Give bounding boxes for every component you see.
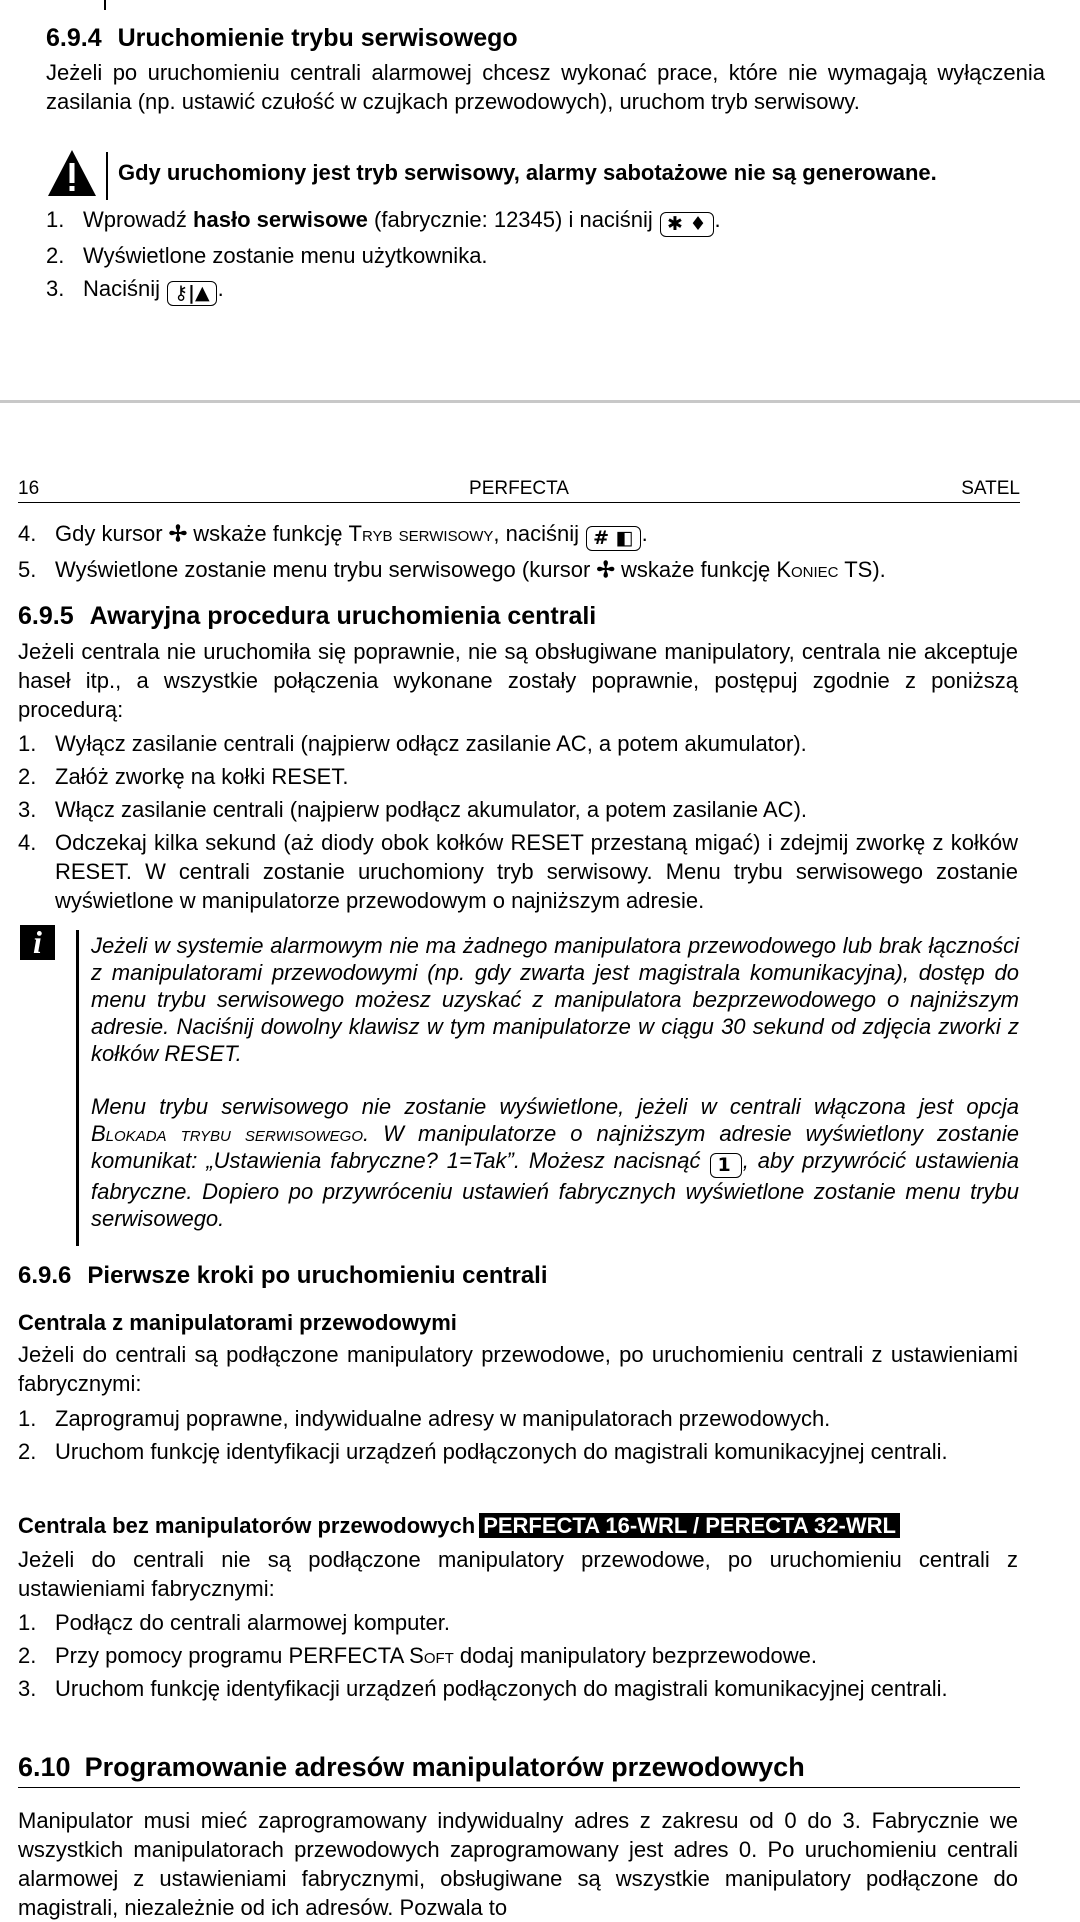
- subsection-intro: Jeżeli do centrali są podłączone manipulatory przewodowe, po uruchomieniu centrali z ustawieniami fabrycznymi:: [18, 1342, 1018, 1396]
- emergency-procedure-steps: [18, 729, 1018, 915]
- info-divider: [76, 930, 79, 1246]
- info-icon: i: [20, 925, 55, 960]
- list-item: 2. Przy pomocy programu PERFECTA Soft dodaj manipulatory bezprzewodowe.: [18, 1643, 818, 1668]
- page-separator: [0, 400, 1080, 403]
- wireless-steps: [18, 1608, 1018, 1703]
- cursor-arrow-icon: ✢: [168, 521, 188, 546]
- info-note-2: Menu trybu serwisowego nie zostanie wyświetlone, jeżeli w centrali włączona jest opcja Blokada trybu serwisowego. W manipulatorze o najniższym adresie wyświetlony zostanie komunikat: „Ustawienia fabryczne? 1=Tak”. Możesz nacisnąć 1 , aby przywrócić ustawienia fabryczne. Dopiero po przywróceniu ustawień fabrycznych wyświetlone zostanie menu trybu serwisowego.: [91, 1094, 1019, 1231]
- one-key-icon: 1: [710, 1153, 741, 1178]
- service-mode-steps: [46, 205, 1046, 306]
- list-item: 3. Uruchom funkcję identyfikacji urządzeń podłączonych do magistrali komunikacyjnej centrali.: [18, 1676, 948, 1701]
- section-heading-6-9-5: 6.9.5 Awaryjna procedura uruchomienia centrali: [18, 602, 597, 630]
- page-number: 16: [18, 478, 40, 499]
- margin-line: [104, 0, 106, 10]
- section-intro: Jeżeli po uruchomieniu centrali alarmowej chcesz wykonać prace, które nie wymagają wyłączenia zasilania (np. ustawić czułość w czujkach przewodowych), uruchom tryb serwisowy.: [46, 60, 1045, 114]
- key-up-key-icon: ⚷|▲: [167, 281, 216, 306]
- page-header: [18, 476, 1020, 503]
- section-heading-6-9-6: 6.9.6 Pierwsze kroki po uruchomieniu centrali: [18, 1262, 548, 1289]
- list-item: 1. Podłącz do centrali alarmowej komputer.: [18, 1610, 450, 1635]
- list-item: 3. Włącz zasilanie centrali (najpierw podłącz akumulator, a potem zasilanie AC).: [18, 797, 808, 822]
- product-name: PERFECTA: [469, 478, 569, 499]
- list-item: 4. Gdy kursor ✢ wskaże funkcję Tryb serwisowy, naciśnij # ◧ .: [18, 521, 648, 549]
- list-item: 2. Wyświetlone zostanie menu użytkownika.: [46, 243, 488, 268]
- brand-name: SATEL: [961, 478, 1020, 499]
- model-badge: PERFECTA 16-WRL / PERECTA 32-WRL: [479, 1513, 900, 1538]
- list-item: 3. Naciśnij ⚷|▲ .: [46, 276, 224, 304]
- list-item: 1. Wprowadź hasło serwisowe (fabrycznie: 12345) i naciśnij ✱ ♦ .: [46, 207, 721, 235]
- subheading-wired: Centrala z manipulatorami przewodowymi: [18, 1310, 457, 1335]
- info-note-1: Jeżeli w systemie alarmowym nie ma żadnego manipulatora przewodowego lub brak łączności z manipulatorami przewodowymi (np. gdy zwarta jest magistrala komunikacyjna), dostęp do menu trybu serwisowego możesz uzyskać z manipulatora bezprzewodowego o najniższym adresie. Naciśnij dowolny klawisz w tym manipulatorze w ciągu 30 sekund od zdjęcia zworki z kołków RESET.: [91, 933, 1019, 1066]
- wired-steps: [18, 1404, 1018, 1466]
- subheading-wireless: Centrala bez manipulatorów przewodowych PERFECTA 16-WRL / PERECTA 32-WRL: [18, 1513, 900, 1539]
- list-item: 2. Uruchom funkcję identyfikacji urządzeń podłączonych do magistrali komunikacyjnej centrali.: [18, 1439, 948, 1464]
- section-text: Manipulator musi mieć zaprogramowany indywidualny adres z zakresu od 0 do 3. Fabrycznie we wszystkich manipulatorach przewodowych zaprogramowany jest adres 0. Po uruchomieniu centrali alarmowej z ustawieniami fabrycznymi, obsługiwane są wszystkie manipulatory podłączone do magistrali, niezależnie od ich adresów. Pozwala to: [18, 1808, 1018, 1920]
- section-number: 6.9.4: [46, 24, 102, 52]
- cursor-arrow-icon: ✢: [596, 557, 615, 582]
- subsection-intro: Jeżeli do centrali nie są podłączone manipulatory przewodowe, po uruchomieniu centrali z ustawieniami fabrycznymi:: [18, 1547, 1018, 1601]
- warning-text: Gdy uruchomiony jest tryb serwisowy, alarmy sabotażowe nie są generowane.: [118, 160, 937, 185]
- previous-page-fragment: [0, 0, 1080, 402]
- service-mode-steps-continued: [18, 519, 1018, 584]
- list-item: 5. Wyświetlone zostanie menu trybu serwisowego (kursor ✢ wskaże funkcję Koniec TS).: [18, 557, 886, 582]
- warning-divider: [106, 152, 108, 200]
- warning-icon: [46, 148, 98, 198]
- list-item: 1. Wyłącz zasilanie centrali (najpierw odłącz zasilanie AC, a potem akumulator).: [18, 731, 807, 756]
- list-item: 2. Załóż zworkę na kołki RESET.: [18, 764, 349, 789]
- section-heading-6-9-4: [46, 24, 518, 53]
- list-item: 4. Odczekaj kilka sekund (aż diody obok kołków RESET przestaną migać) i zdejmij zworkę z kołków RESET. W centrali zostanie uruchomiony tryb serwisowy. Menu trybu serwisowego zostanie wyświetlone w manipulatorze przewodowym o najniższym adresie.: [18, 830, 1018, 913]
- section-intro: Jeżeli centrala nie uruchomiła się poprawnie, nie są obsługiwane manipulatory, centrala nie akceptuje haseł itp., a wszystkie połączenia wykonane zostały poprawnie, postępuj zgodnie z poniższą procedurą:: [18, 639, 1018, 722]
- section-title: Uruchomienie trybu serwisowego: [117, 24, 518, 52]
- hash-key-icon: # ◧: [586, 526, 641, 551]
- star-key-icon: ✱ ♦: [660, 212, 714, 237]
- section-heading-6-10: 6.10 Programowanie adresów manipulatorów przewodowych: [18, 1752, 1020, 1788]
- list-item: 1. Zaprogramuj poprawne, indywidualne adresy w manipulatorach przewodowych.: [18, 1406, 831, 1431]
